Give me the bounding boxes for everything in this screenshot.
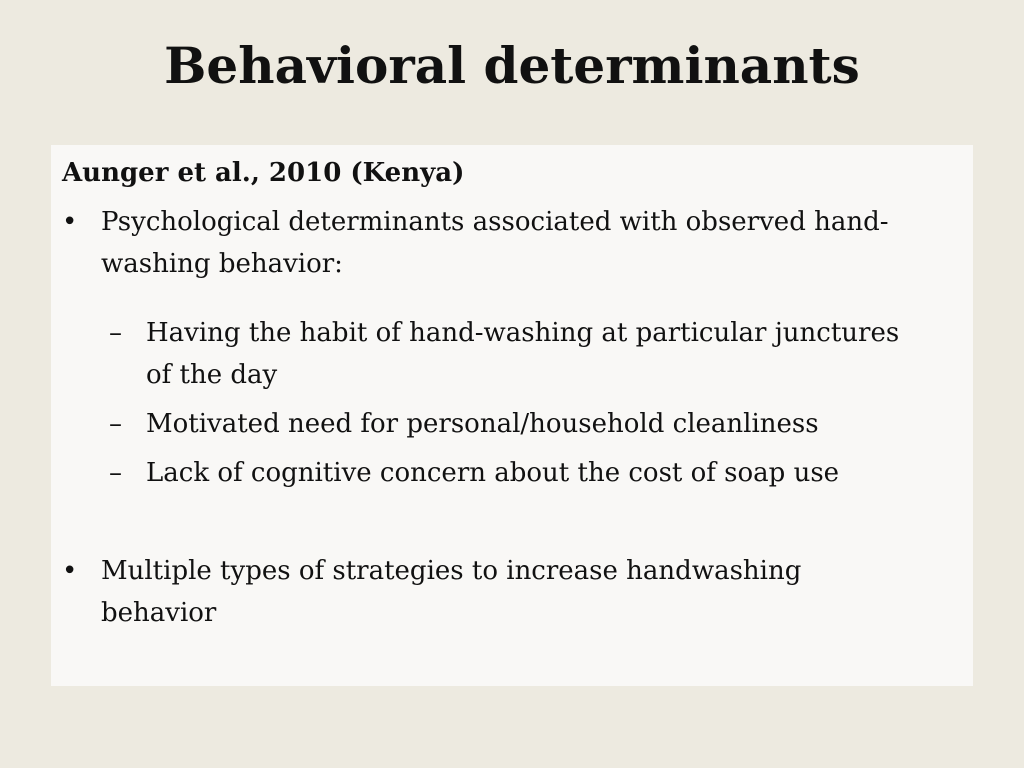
bullet-item — [62, 550, 912, 634]
dash-marker: – — [109, 458, 122, 488]
sub-bullet-text: Having the habit of hand-washing at particular junctures of the day — [146, 318, 900, 390]
sub-bullet-item — [109, 312, 919, 396]
slide-title: Behavioral determinants — [164, 36, 860, 95]
dash-marker: – — [109, 409, 122, 439]
bullet-text: Multiple types of strategies to increase handwashing behavior — [101, 556, 802, 628]
sub-bullet-item — [109, 403, 919, 445]
bullet-item — [62, 201, 912, 285]
sub-bullet-item — [109, 452, 919, 494]
sub-bullet-text: Lack of cognitive concern about the cost of soap use — [146, 458, 840, 488]
dash-marker: – — [109, 318, 122, 348]
bullet-text: Psychological determinants associated with observed hand-washing behavior: — [101, 207, 889, 279]
citation-heading: Aunger et al., 2010 (Kenya) — [62, 158, 465, 188]
bullet-marker: • — [62, 556, 78, 586]
content-box — [51, 145, 973, 686]
sub-bullet-text: Motivated need for personal/household cleanliness — [146, 409, 819, 439]
bullet-marker: • — [62, 207, 78, 237]
